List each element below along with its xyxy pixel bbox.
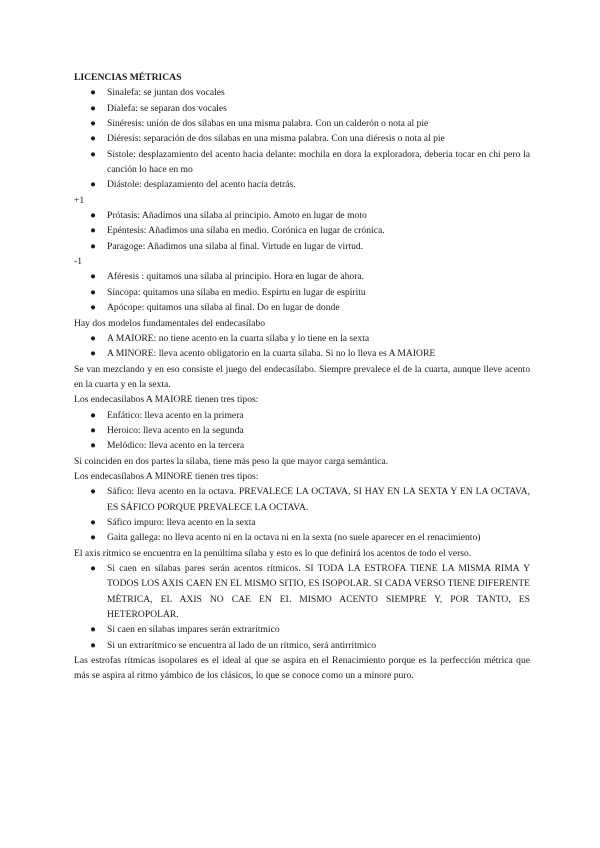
bullet-list bbox=[74, 408, 530, 454]
list-item-text: Dialefa: se separan dos vocales bbox=[107, 102, 227, 114]
list-item bbox=[74, 131, 530, 146]
bullet-list bbox=[74, 561, 530, 653]
bullet-icon: ● bbox=[90, 102, 96, 114]
bullet-icon: ● bbox=[90, 486, 96, 498]
list-item bbox=[74, 515, 530, 530]
list-item-text: Sístole: desplazamiento del acento hacia delante: mochila en dora la exploradora, debería tocar en chi pero la canción lo hace en mo bbox=[107, 148, 530, 176]
list-item-text: Si caen en sílabas impares serán extrarítmico bbox=[107, 624, 280, 636]
list-item-text: Sinéresis: unión de dos sílabas en una misma palabra. Con un calderón o nota al pie bbox=[107, 118, 429, 130]
list-item-text: Apócope: quitamos una sílaba al final. Do en lugar de donde bbox=[107, 302, 340, 314]
list-item bbox=[74, 223, 530, 238]
list-item-text: Prótasis: Añadimos una sílaba al principio. Amoto en lugar de moto bbox=[107, 210, 367, 222]
bullet-list bbox=[74, 484, 530, 545]
paragraph: Hay dos modelos fundamentales del endecasílabo bbox=[74, 317, 266, 329]
bullet-icon: ● bbox=[90, 87, 96, 99]
document-content bbox=[74, 85, 530, 683]
list-item bbox=[74, 638, 530, 653]
paragraph: Las estrofas rítmicas isopolares es el ideal al que se aspira en el Renacimiento porque es la perfección métrica que más se aspira al ritmo yámbico de los clásicos, lo que se conoce como un a minore puro. bbox=[74, 655, 530, 682]
list-item-text: Gaita gallega: no lleva acento ni en la octava ni en la sexta (no suele aparecer en el renacimiento) bbox=[107, 532, 481, 544]
bullet-icon: ● bbox=[90, 133, 96, 145]
list-item bbox=[74, 101, 530, 116]
list-item bbox=[74, 408, 530, 423]
list-item bbox=[74, 147, 530, 178]
bullet-icon: ● bbox=[90, 210, 96, 222]
list-item bbox=[74, 622, 530, 637]
bullet-icon: ● bbox=[90, 440, 96, 452]
list-item-text: A MINORE: lleva acento obligatorio en la cuarta sílaba. Si no lo lleva es A MAIORE bbox=[107, 348, 436, 360]
list-item bbox=[74, 177, 530, 192]
bullet-icon: ● bbox=[90, 624, 96, 636]
list-item-text: Heroico: lleva acento en la segunda bbox=[107, 424, 244, 436]
list-item bbox=[74, 239, 530, 254]
list-item-text: Aféresis : quitamos una sílaba al principio. Hora en lugar de ahora. bbox=[107, 271, 365, 283]
paragraph: Los endecasílabos A MINORE tienen tres tipos: bbox=[74, 470, 259, 482]
list-item-text: Melódico: lleva acento en la tercera bbox=[107, 440, 245, 452]
document-body bbox=[74, 70, 530, 684]
section-marker: +1 bbox=[74, 194, 85, 206]
list-item bbox=[74, 331, 530, 346]
list-item-text: A MAIORE: no tiene acento en la cuarta sílaba y lo tiene en la sexta bbox=[107, 332, 370, 344]
bullet-icon: ● bbox=[90, 532, 96, 544]
list-item bbox=[74, 208, 530, 223]
bullet-icon: ● bbox=[90, 148, 96, 160]
list-item-text: Sinalefa: se juntan dos vocales bbox=[107, 87, 225, 99]
bullet-icon: ● bbox=[90, 332, 96, 344]
list-item bbox=[74, 530, 530, 545]
list-item bbox=[74, 438, 530, 453]
bullet-icon: ● bbox=[90, 286, 96, 298]
paragraph: El axis rítmico se encuentra en la penúltima sílaba y esto es lo que definirá los acentos de todo el verso. bbox=[74, 547, 472, 559]
bullet-list bbox=[74, 331, 530, 362]
list-item bbox=[74, 484, 530, 515]
bullet-icon: ● bbox=[90, 348, 96, 360]
bullet-list bbox=[74, 269, 530, 315]
list-item bbox=[74, 269, 530, 284]
bullet-icon: ● bbox=[90, 240, 96, 252]
bullet-icon: ● bbox=[90, 639, 96, 651]
bullet-list bbox=[74, 208, 530, 254]
list-item-text: Síncopa: quitamos una sílaba en medio. Espirtu en lugar de espíritu bbox=[107, 286, 366, 298]
list-item bbox=[74, 300, 530, 315]
bullet-icon: ● bbox=[90, 179, 96, 191]
bullet-icon: ● bbox=[90, 118, 96, 130]
bullet-icon: ● bbox=[90, 271, 96, 283]
list-item-text: Paragoge: Añadimos una sílaba al final. Virtude en lugar de virtud. bbox=[107, 240, 364, 252]
paragraph: Se van mezclando y en eso consiste el juego del endecasílabo. Siempre prevalece el de la cuarta, aunque lleve acento en la cuarta y en la sexta. bbox=[74, 363, 530, 390]
bullet-icon: ● bbox=[90, 409, 96, 421]
section-marker: -1 bbox=[74, 256, 82, 268]
bullet-icon: ● bbox=[90, 302, 96, 314]
paragraph: Si coinciden en dos partes la sílaba, tiene más peso la que mayor carga semántica. bbox=[74, 455, 389, 467]
list-item-text: Enfático: lleva acento en la primera bbox=[107, 409, 244, 421]
list-item bbox=[74, 346, 530, 361]
list-item-text: Epéntesis: Añadimos una sílaba en medio. Corónica en lugar de crónica. bbox=[107, 225, 385, 237]
document-title: LICENCIAS MÉTRICAS bbox=[74, 72, 182, 83]
list-item-text: Sáfico impuro: lleva acento en la sexta bbox=[107, 516, 256, 528]
list-item-text: Si caen en sílabas pares serán acentos rítmicos. SI TODA LA ESTROFA TIENE LA MISMA RIMA Y TODOS LOS AXIS CAEN EN EL MISMO SITIO, ES ISOPOLAR. SI CADA VERSO TIENE DIFERENTE MÉTRICA, EL AXIS NO CAE EN EL MISMO ACENTO SIEMPRE Y, POR TANTO, ES HETEROPOLAR. bbox=[107, 563, 530, 621]
bullet-icon: ● bbox=[90, 424, 96, 436]
list-item bbox=[74, 423, 530, 438]
list-item bbox=[74, 561, 530, 622]
list-item bbox=[74, 116, 530, 131]
bullet-icon: ● bbox=[90, 225, 96, 237]
list-item-text: Si un extrarítmico se encuentra al lado de un rítmico, será antirrítmico bbox=[107, 639, 377, 651]
list-item-text: Diástole: desplazamiento del acento hacia detrás. bbox=[107, 179, 296, 191]
list-item bbox=[74, 85, 530, 100]
list-item-text: Diéresis: separación de dos sílabas en una misma palabra. Con una diéresis o nota al pie bbox=[107, 133, 445, 145]
list-item-text: Sáfico: lleva acento en la octava. PREVALECE LA OCTAVA, SI HAY EN LA SEXTA Y EN LA OCTAVA, ES SÁFICO PORQUE PREVALECE LA OCTAVA. bbox=[107, 486, 530, 513]
bullet-icon: ● bbox=[90, 516, 96, 528]
bullet-list bbox=[74, 85, 530, 192]
bullet-icon: ● bbox=[90, 563, 96, 574]
paragraph: Los endecasílabos A MAIORE tienen tres tipos: bbox=[74, 394, 259, 406]
list-item bbox=[74, 285, 530, 300]
